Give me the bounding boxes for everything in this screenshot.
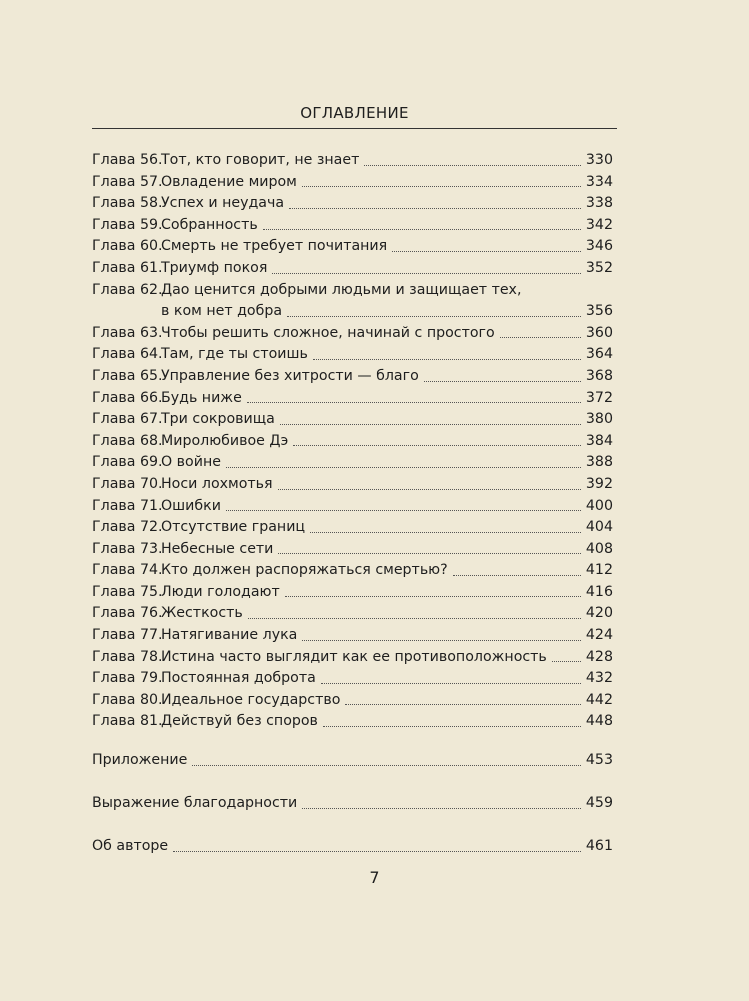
page-ref: 330 <box>585 152 613 168</box>
section-title: Выражение благодарности <box>92 795 298 811</box>
page-ref: 448 <box>585 713 613 730</box>
chapter-title: Чтобы решить сложное, начинай с простого <box>161 324 495 341</box>
chapter-title: О войне <box>161 454 221 471</box>
chapter-title: Жесткость <box>161 605 243 622</box>
chapter-title: Ошибки <box>161 497 221 514</box>
toc-entry[interactable] <box>92 280 613 323</box>
page-ref: 356 <box>585 303 613 320</box>
chapter-number: Глава 81. <box>92 713 163 730</box>
leader-dots <box>313 359 581 360</box>
page-ref: 368 <box>585 367 613 384</box>
chapter-number: Глава 66. <box>92 389 163 406</box>
chapter-number: Глава 68. <box>92 432 163 449</box>
leader-dots <box>173 851 581 852</box>
page-ref: 453 <box>585 752 613 768</box>
page-ref: 392 <box>585 475 613 492</box>
leader-dots <box>323 726 581 727</box>
leader-dots <box>364 165 581 166</box>
chapter-title: Действуй без споров <box>161 713 318 730</box>
page-ref: 372 <box>585 389 613 406</box>
page-ref: 346 <box>585 238 613 255</box>
page-ref: 404 <box>585 519 613 536</box>
chapter-title: Натягивание лука <box>161 627 298 644</box>
page-ref: 400 <box>585 497 613 514</box>
toc-entry[interactable] <box>92 539 613 561</box>
leader-dots <box>280 424 581 425</box>
toc-entry[interactable] <box>92 215 613 237</box>
chapter-number: Глава 58. <box>92 195 163 212</box>
chapter-title: Истина часто выглядит как ее противоположность <box>161 648 547 665</box>
page-ref: 412 <box>585 562 613 579</box>
toc-entry[interactable] <box>92 625 613 647</box>
chapter-title: Люди голодают <box>161 583 280 600</box>
leader-dots <box>302 640 581 641</box>
toc-entry[interactable] <box>92 452 613 474</box>
chapter-number: Глава 60. <box>92 238 163 255</box>
page-ref: 352 <box>585 259 613 276</box>
chapter-number: Глава 80. <box>92 691 163 708</box>
chapter-number: Глава 78. <box>92 648 163 665</box>
chapter-title: Овладение миром <box>161 173 297 190</box>
chapter-title: Будь ниже <box>161 389 242 406</box>
chapter-title: Небесные сети <box>161 540 274 557</box>
toc-list <box>92 150 613 733</box>
leader-dots <box>552 661 581 662</box>
page-ref: 384 <box>585 432 613 449</box>
toc-entry[interactable] <box>92 690 613 712</box>
chapter-title: Кто должен распоряжаться смертью? <box>161 562 448 579</box>
chapter-number: Глава 76. <box>92 605 163 622</box>
chapter-number: Глава 65. <box>92 367 163 384</box>
section-title: Об авторе <box>92 838 169 854</box>
leader-dots <box>272 273 581 274</box>
page-number: 7 <box>369 868 380 887</box>
chapter-number: Глава 69. <box>92 454 163 471</box>
page-ref: 388 <box>585 454 613 471</box>
toc-entry[interactable] <box>92 560 613 582</box>
toc-entry[interactable] <box>92 647 613 669</box>
leader-dots <box>453 575 581 576</box>
page-ref: 380 <box>585 411 613 428</box>
leader-dots <box>226 467 581 468</box>
leader-dots <box>285 596 581 597</box>
leader-dots <box>302 808 581 809</box>
leader-dots <box>302 186 581 187</box>
chapter-number: Глава 63. <box>92 324 163 341</box>
page-ref: 432 <box>585 670 613 687</box>
chapter-title: Миролюбивое Дэ <box>161 432 289 449</box>
toc-entry[interactable] <box>92 431 613 453</box>
chapter-title: Отсутствие границ <box>161 519 306 536</box>
chapter-title: Три сокровища <box>161 411 275 428</box>
toc-entry[interactable] <box>92 344 613 366</box>
page-ref: 342 <box>585 216 613 233</box>
page-ref: 428 <box>585 648 613 665</box>
toc-entry[interactable] <box>92 323 613 345</box>
toc-entry[interactable] <box>92 409 613 431</box>
toc-entry[interactable] <box>92 711 613 733</box>
toc-entry[interactable] <box>92 366 613 388</box>
leader-dots <box>392 251 581 252</box>
toc-entry[interactable] <box>92 258 613 280</box>
leader-dots <box>248 618 581 619</box>
toc-entry[interactable] <box>92 236 613 258</box>
page-ref: 416 <box>585 583 613 600</box>
chapter-title: Постоянная доброта <box>161 670 316 687</box>
chapter-title: Дао ценится добрыми людьми и защищает тех, <box>161 281 522 298</box>
page-ref: 442 <box>585 691 613 708</box>
toc-entry[interactable] <box>92 496 613 518</box>
leader-dots <box>226 510 581 511</box>
leader-dots <box>287 316 581 317</box>
chapter-title: Тот, кто говорит, не знает <box>161 152 360 168</box>
chapter-number: Глава 70. <box>92 475 163 492</box>
page-ref: 338 <box>585 195 613 212</box>
leader-dots <box>500 337 581 338</box>
chapter-title: Успех и неудача <box>161 195 285 212</box>
chapter-number: Глава 59. <box>92 216 163 233</box>
chapter-number: Глава 56. <box>92 152 163 168</box>
page-ref: 360 <box>585 324 613 341</box>
chapter-title: Собранность <box>161 216 258 233</box>
toc-extra-entry[interactable] <box>92 836 613 858</box>
leader-dots <box>247 402 581 403</box>
leader-dots <box>192 765 581 766</box>
toc-heading: ОГЛАВЛЕНИЕ <box>300 104 409 122</box>
toc-entry[interactable] <box>92 172 613 194</box>
leader-dots <box>278 489 581 490</box>
chapter-number: Глава 67. <box>92 411 163 428</box>
toc-entry[interactable] <box>92 582 613 604</box>
chapter-title: Носи лохмотья <box>161 475 273 492</box>
chapter-number: Глава 74. <box>92 562 163 579</box>
chapter-title: Смерть не требует почитания <box>161 238 388 255</box>
toc-entry[interactable] <box>92 668 613 690</box>
chapter-number: Глава 62. <box>92 281 163 298</box>
toc-entry[interactable] <box>92 150 613 172</box>
page-ref: 408 <box>585 540 613 557</box>
page-ref: 424 <box>585 627 613 644</box>
chapter-title: Управление без хитрости — благо <box>161 367 419 384</box>
heading-rule <box>92 128 617 129</box>
leader-dots <box>424 381 581 382</box>
chapter-number: Глава 64. <box>92 346 163 363</box>
chapter-title: Идеальное государство <box>161 691 341 708</box>
chapter-number: Глава 61. <box>92 259 163 276</box>
leader-dots <box>321 683 581 684</box>
toc-entry[interactable] <box>92 388 613 410</box>
toc-extra-entry[interactable] <box>92 750 613 772</box>
leader-dots <box>293 445 581 446</box>
chapter-number: Глава 77. <box>92 627 163 644</box>
chapter-number: Глава 71. <box>92 497 163 514</box>
chapter-number: Глава 57. <box>92 173 163 190</box>
chapter-number: Глава 73. <box>92 540 163 557</box>
leader-dots <box>310 532 581 533</box>
chapter-number: Глава 75. <box>92 583 163 600</box>
chapter-title: Там, где ты стоишь <box>161 346 308 363</box>
chapter-title-continued: в ком нет добра <box>161 303 283 320</box>
toc-entry[interactable] <box>92 193 613 215</box>
leader-dots <box>278 553 581 554</box>
page-ref: 420 <box>585 605 613 622</box>
leader-dots <box>345 704 580 705</box>
leader-dots <box>263 229 581 230</box>
leader-dots <box>289 208 581 209</box>
toc-entry[interactable] <box>92 474 613 496</box>
chapter-number: Глава 79. <box>92 670 163 687</box>
toc-extra-entry[interactable] <box>92 793 613 815</box>
chapter-title: Триумф покоя <box>161 259 268 276</box>
section-title: Приложение <box>92 752 188 768</box>
toc-entry[interactable] <box>92 603 613 625</box>
page-ref: 459 <box>585 795 613 811</box>
page-ref: 364 <box>585 346 613 363</box>
page-ref: 334 <box>585 173 613 190</box>
chapter-number: Глава 72. <box>92 519 163 536</box>
page-ref: 461 <box>585 838 613 854</box>
toc-entry[interactable] <box>92 517 613 539</box>
